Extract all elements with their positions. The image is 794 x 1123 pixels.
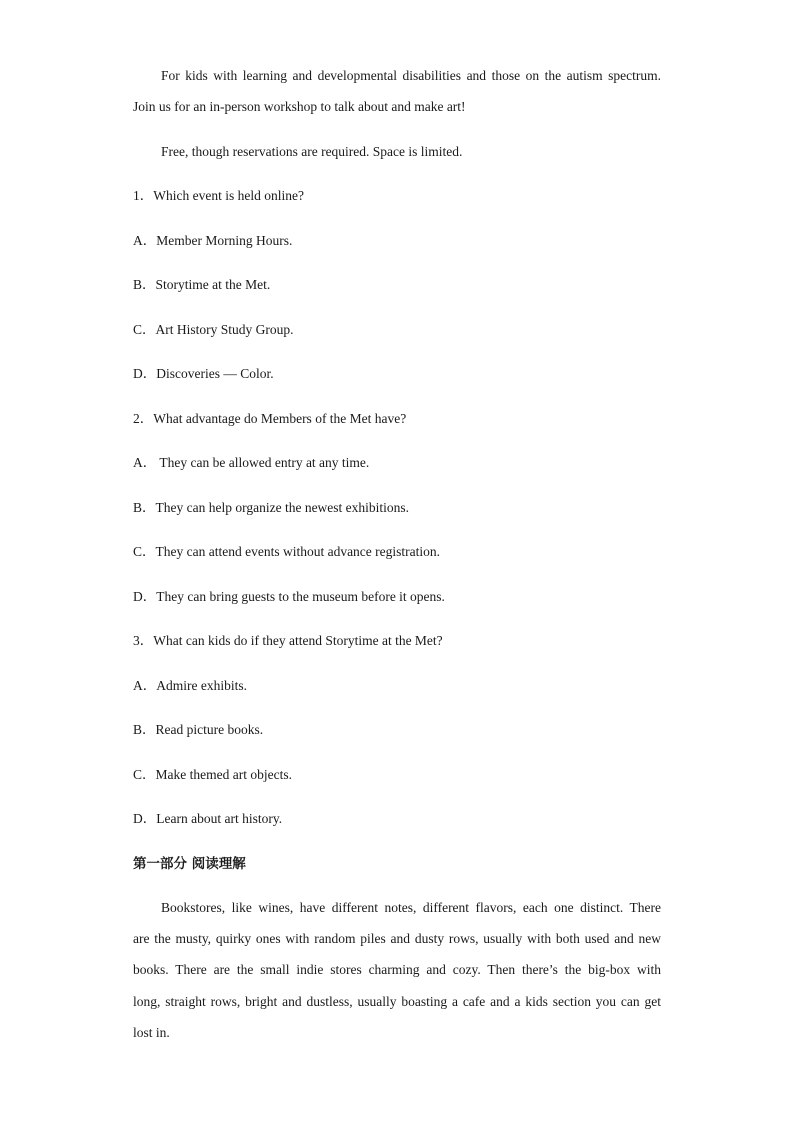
question-2-option-a: A． They can be allowed entry at any time. [133,455,370,470]
question-3-option-b: B．Read picture books. [133,722,264,737]
question-1-option-d: D．Discoveries — Color. [133,366,274,381]
question-3-option-d: D．Learn about art history. [133,811,283,826]
passage-line-1: Bookstores, like wines, have different notes, different flavors, each one distinct. There [161,900,661,915]
question-1-option-c: C．Art History Study Group. [133,322,294,337]
question-1-option-a: A．Member Morning Hours. [133,233,293,248]
question-3-option-a: A．Admire exhibits. [133,678,247,693]
passage-line-5: lost in. [133,1024,170,1040]
question-2-option-b: B．They can help organize the newest exhibitions. [133,500,410,515]
intro-line-3: Free, though reservations are required. Space is limited. [161,144,463,159]
question-1-stem: 1．Which event is held online? [133,188,304,203]
question-1-option-b: B．Storytime at the Met. [133,277,271,292]
passage-line-3: books. There are the small indie stores charming and cozy. Then there’s the big-box with [133,962,661,978]
question-3-option-c: C．Make themed art objects. [133,767,292,782]
intro-line-2: Join us for an in-person workshop to talk about and make art! [133,99,466,114]
intro-line-1: For kids with learning and developmental disabilities and those on the autism spectrum. [161,68,661,83]
passage-line-4: long, straight rows, bright and dustless, usually boasting a cafe and a kids section you can get [133,993,661,1009]
question-3-stem: 3．What can kids do if they attend Storytime at the Met? [133,633,443,648]
reading-passage [133,892,661,1048]
question-2-stem: 2．What advantage do Members of the Met have? [133,411,407,426]
section-heading: 第一部分 阅读理解 [133,856,246,872]
question-2-option-d: D．They can bring guests to the museum before it opens. [133,589,445,604]
question-2-option-c: C．They can attend events without advance registration. [133,544,441,559]
passage-line-2: are the musty, quirky ones with random piles and dusty rows, usually with both used and new [133,931,661,947]
